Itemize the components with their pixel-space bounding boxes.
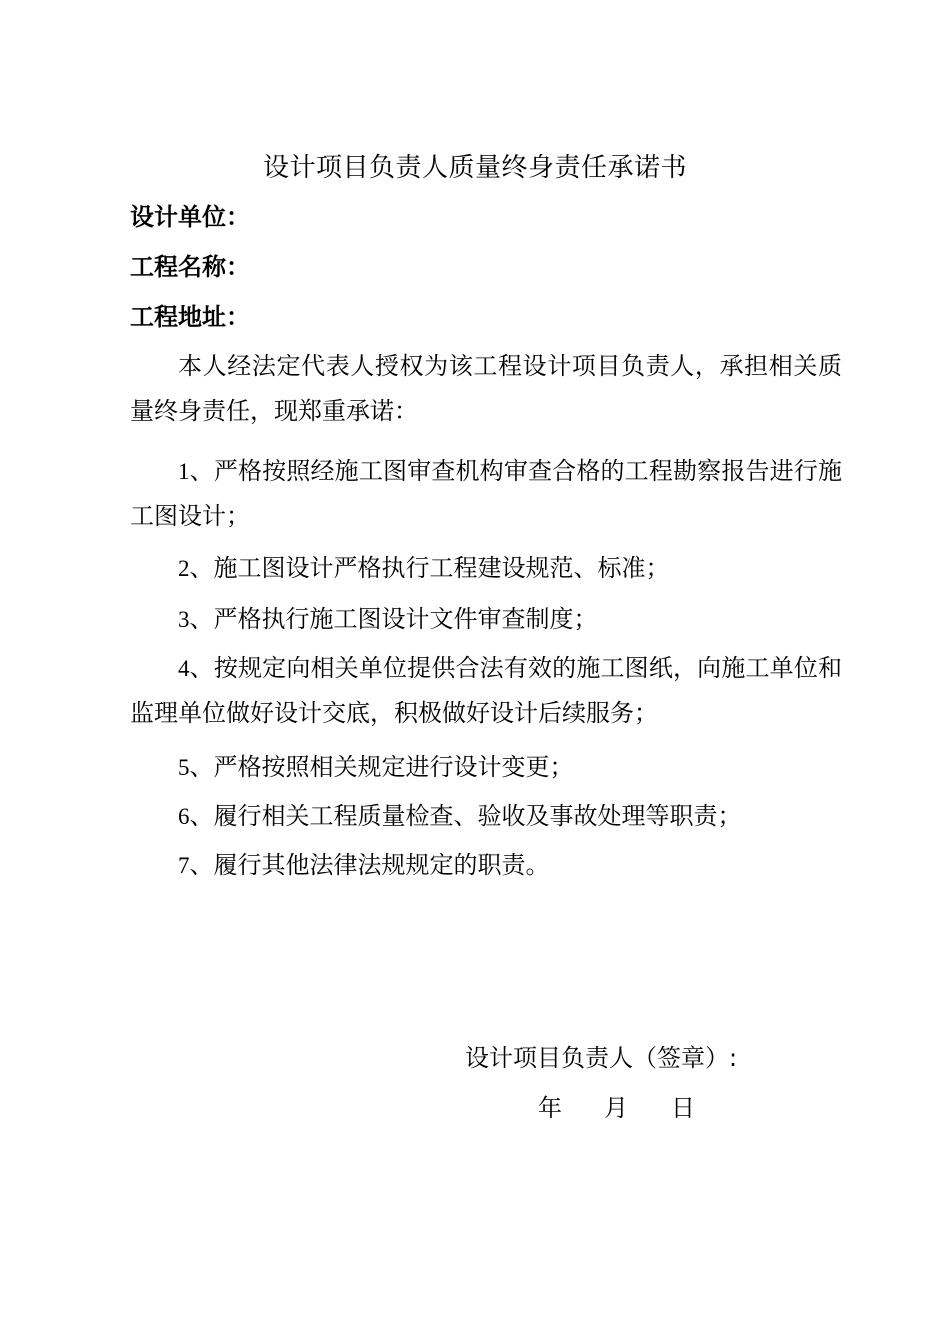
item-text: 、严格按照相关规定进行设计变更； xyxy=(189,753,574,781)
item-number: 3 xyxy=(178,607,190,632)
commitment-item-2 xyxy=(130,546,842,591)
document-title: 设计项目负责人质量终身责任承诺书 xyxy=(262,153,687,183)
item-number: 2 xyxy=(178,556,190,581)
date-year-label: 年 xyxy=(538,1094,562,1122)
item-number: 6 xyxy=(178,804,190,829)
commitment-item-4 xyxy=(130,646,842,736)
item-text: 、严格执行施工图设计文件审查制度； xyxy=(189,605,598,633)
commitment-item-6 xyxy=(130,794,842,839)
item-number: 4 xyxy=(178,656,190,681)
project-address-label: 工程地址： xyxy=(130,303,250,331)
design-unit-label: 设计单位： xyxy=(130,203,250,231)
item-text: 、严格按照经施工图审查机构审查合格的工程勘察报告进行施工图设计； xyxy=(130,457,842,530)
item-text: 、施工图设计严格执行工程建设规范、标准； xyxy=(189,554,670,582)
signature-date xyxy=(538,1090,695,1126)
commitment-item-7 xyxy=(130,843,842,888)
item-text: 、履行其他法律法规规定的职责。 xyxy=(189,851,550,879)
commitment-item-5 xyxy=(130,745,842,790)
project-name-label: 工程名称： xyxy=(130,253,250,281)
intro-paragraph: 本人经法定代表人授权为该工程设计项目负责人，承担相关质量终身责任，现郑重承诺： xyxy=(130,352,842,425)
commitment-item-1 xyxy=(130,449,842,539)
item-number: 7 xyxy=(178,853,190,878)
item-text: 、按规定向相关单位提供合法有效的施工图纸，向施工单位和监理单位做好设计交底，积极做好设计后续服务； xyxy=(130,654,842,727)
signature-label: 设计项目负责人（签章）: xyxy=(465,1044,738,1072)
item-number: 5 xyxy=(178,755,190,780)
date-day-label: 日 xyxy=(671,1094,695,1122)
commitment-item-3 xyxy=(130,597,842,642)
item-text: 、履行相关工程质量检查、验收及事故处理等职责； xyxy=(189,802,742,830)
item-number: 1 xyxy=(178,459,190,484)
date-month-label: 月 xyxy=(604,1094,628,1122)
